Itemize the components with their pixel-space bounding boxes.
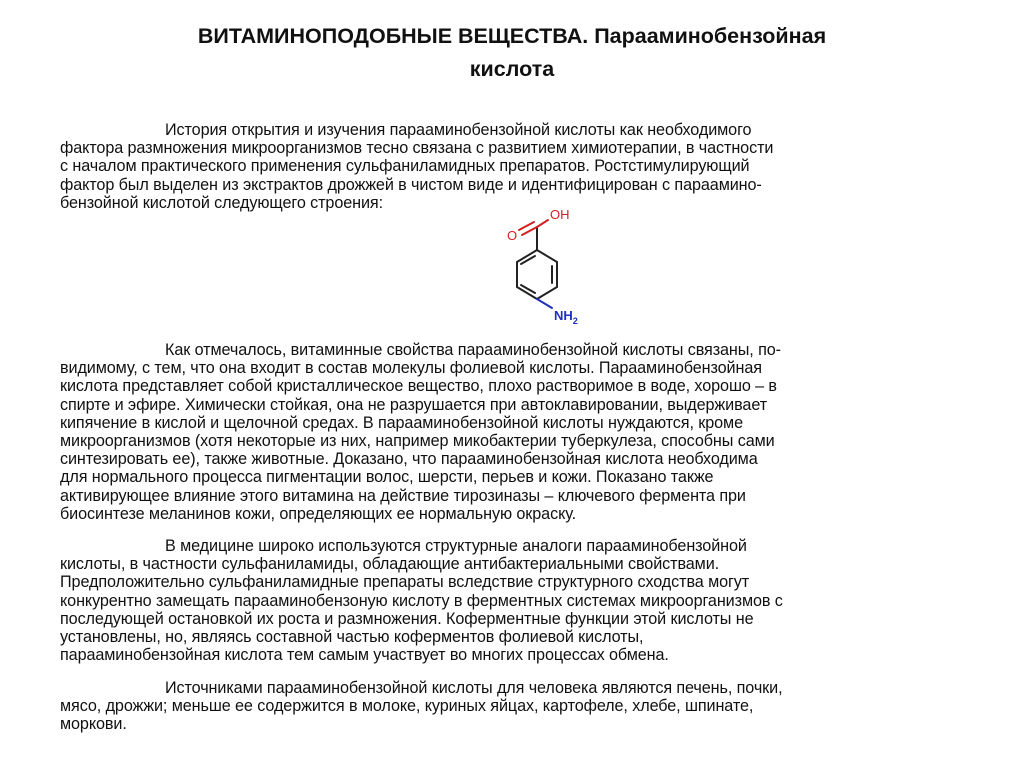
text-line: синтезировать ее), также животные. Доказано, что парааминобензойная кислота необходима (60, 450, 758, 469)
text-line: фактора размножения микроорганизмов тесно связана с развитием химиотерапии, в частности (60, 139, 774, 158)
page-title (60, 20, 964, 86)
text-line: В медицине широко используются структурные аналоги парааминобензойной (165, 537, 747, 555)
molecule-bonds (517, 220, 557, 308)
text-line: Предположительно сульфаниламидные препараты вследствие структурного сходства могут (60, 573, 750, 592)
ring-bond (537, 250, 557, 262)
text-line: активирующее влияние этого витамина на действие тирозиназы – ключевого фермента при (60, 486, 746, 505)
text-line: микроорганизмов (хотя некоторые из них, например микобактерии туберкулеза, способны сами (60, 432, 775, 451)
nh2-label (554, 308, 578, 326)
text-line: спирте и эфире. Химически стойкая, она не разрушается при автоклавировании, выдерживает (60, 395, 768, 414)
title-line-2: кислота (469, 57, 555, 81)
text-line: Источниками парааминобензойной кислоты для человека являются печень, почки, (165, 679, 783, 697)
text-line: бензойной кислотой следующего строения: (60, 193, 383, 212)
text-line: кислота представляет собой кристаллическое вещество, плохо растворимое в воде, хорошо – в (60, 377, 777, 396)
nh-label: NH (554, 308, 573, 323)
paragraph-sources (60, 679, 980, 734)
oh-label: OH (550, 207, 570, 222)
text-line: фактор был выделен из экстрактов дрожжей в чистом виде и идентифицирован с парааминo- (60, 175, 762, 194)
text-line: для нормального процесса пигментации волос, шерсти, перьев и кожи. Показано также (60, 468, 714, 487)
c-oh-bond (537, 220, 548, 227)
text-line: кислоты, в частности сульфаниламиды, обладающие антибактериальными свойствами. (60, 555, 720, 574)
paragraph-medicine (60, 537, 980, 664)
paragraph-properties (60, 341, 980, 523)
text-line: мясо, дрожжи; меньше ее содержится в молоке, куриных яйцах, картофеле, хлебе, шпинате, (60, 697, 754, 716)
text-line: История открытия и изучения парааминобензойной кислоты как необходимого (165, 121, 752, 139)
ring-bond (537, 287, 557, 299)
paragraph-history (60, 121, 980, 212)
text-line: установлены, но, являясь составной частью коферментов фолиевой кислоты, (60, 628, 644, 647)
c-n-bond (537, 299, 552, 308)
text-line: моркови. (60, 715, 127, 734)
text-line: биосинтезе меланинов кожи, определяющих ее нормальную окраску. (60, 504, 577, 523)
text-line: парааминобензойная кислота тем самым участвует во многих процессах обмена. (60, 646, 669, 665)
o-label: O (507, 228, 518, 243)
text-line: Как отмечалось, витаминные свойства парааминобензойной кислоты связаны, по- (165, 341, 781, 359)
text-line: последующей остановкой их роста и размножения. Коферментные функции этой кислоты не (60, 609, 754, 628)
text-line: видимому, с тем, что она входит в состав молекулы фолиевой кислоты. Парааминобензойная (60, 359, 762, 378)
text-line: с началом практического применения сульфаниламидных препаратов. Ростстимулирующий (60, 157, 750, 176)
text-line: кипячение в кислой и щелочной средах. В парааминобензойной кислоты нуждаются, кроме (60, 413, 743, 432)
title-line-1: ВИТАМИНОПОДОБНЫЕ ВЕЩЕСТВА. Парааминобензойная (197, 24, 827, 48)
text-line: конкурентно замещать парааминобензоную кислоту в ферментных системах микроорганизмов с (60, 591, 783, 610)
molecule-svg (482, 200, 592, 335)
paba-structure-diagram (482, 200, 592, 335)
nh-subscript: 2 (572, 316, 578, 326)
